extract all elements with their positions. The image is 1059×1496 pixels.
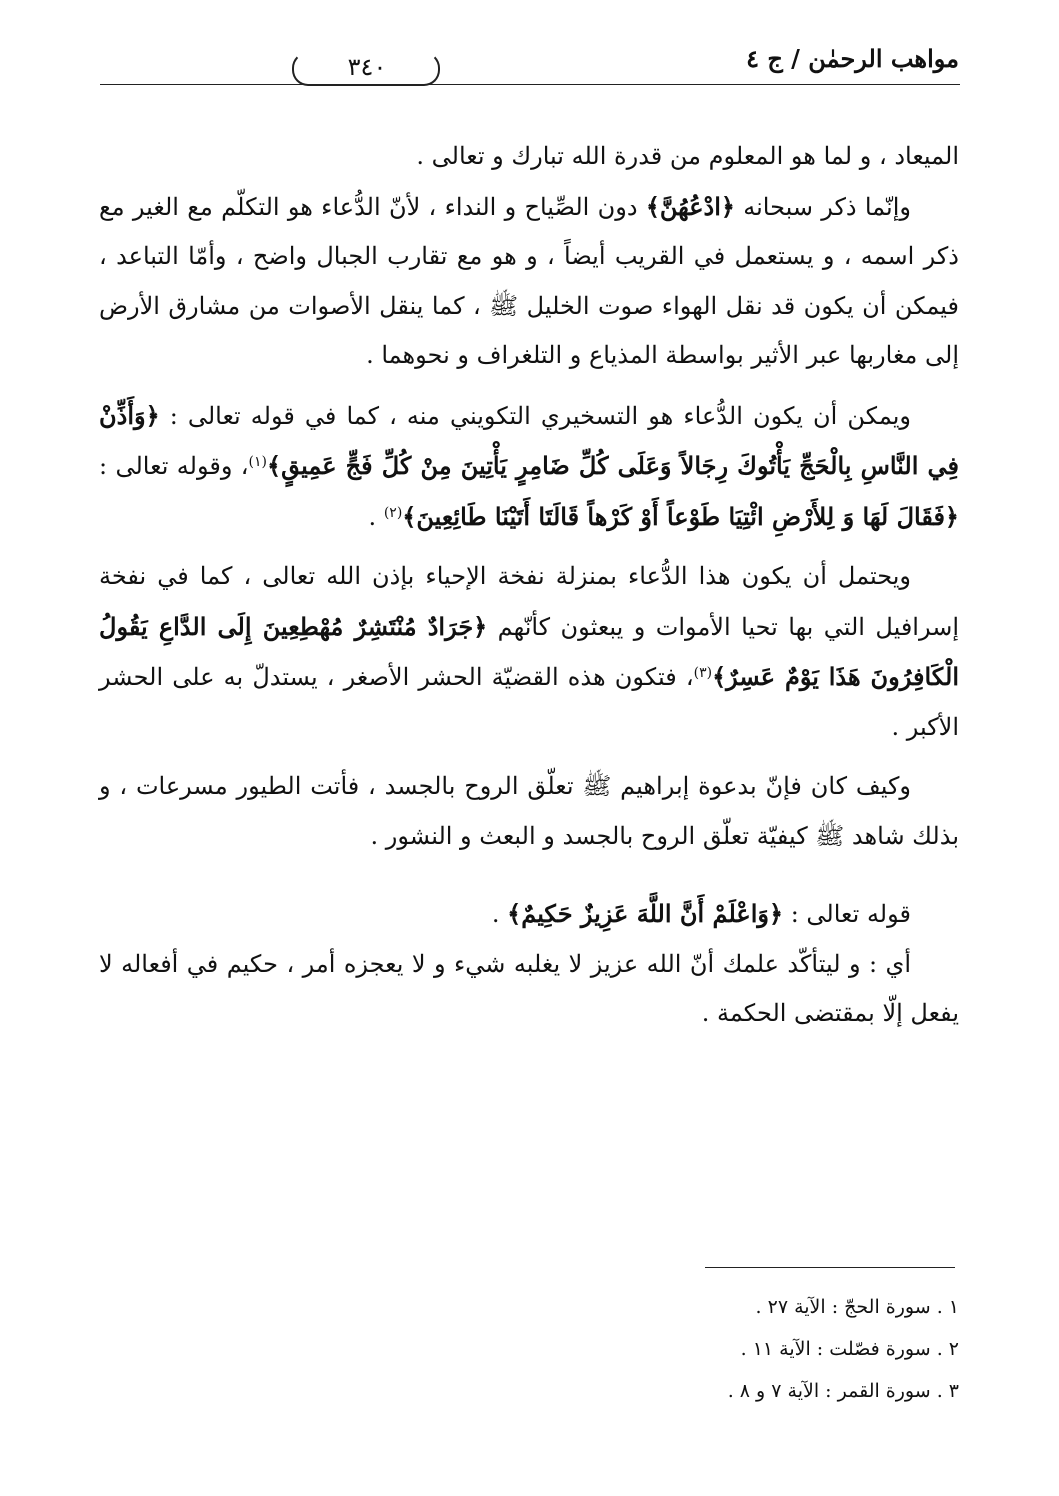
paragraph-7: أي : و ليتأكّد علمك أنّ الله عزيز لا يغلبه شيء و لا يعجزه أمر ، حكيم في أفعاله لا يفعل إلّا بمقتضى الحكمة . — [99, 949, 959, 1027]
p2-text-b: دون الصِّياح و النداء ، لأنّ الدُّعاء هو التكلّم مع الغير مع ذكر اسمه ، و يستعمل في القريب أيضاً ، و هو مع تقارب الجبال واضح ، وأمّا التباعد ، فيمكن أن يكون قد نقل الهواء صوت الخليل ﷺ ، كما ينقل الأصوات من مشارق الأرض إلى مغاربها عبر الأثير بواسطة المذياع و التلغراف و نحوهما . — [99, 192, 959, 369]
footnote-ref-2[interactable]: (٢) — [383, 504, 403, 521]
footnote-3: ٣ . سورة القمر : الآية ٧ و ٨ . — [727, 1380, 959, 1402]
footnote-ref-1[interactable]: (١) — [248, 454, 268, 470]
p3-text-c: . — [368, 502, 384, 531]
p3-text-a: ويمكن أن يكون الدُّعاء هو التسخيري التكويني منه ، كما في قوله تعالى : — [159, 401, 911, 430]
footnotes — [459, 1286, 959, 1412]
page-number-box — [292, 52, 442, 86]
p4-text-a: ويحتمل أن يكون هذا الدُّعاء بمنزلة نفخة الإحياء بإذن الله تعالى ، كما في نفخة إسرافيل التي بها تحيا الأموات و يبعثون كأنّهم — [99, 562, 959, 641]
quran-quote: ﴿ادْعُهُنَّ﴾ — [645, 191, 735, 221]
page-number: ٣٤٠ — [347, 53, 387, 81]
paragraph-4 — [99, 552, 959, 752]
paragraph-3 — [99, 391, 959, 543]
quran-quote: ﴿وَأَذِّنْ فِي النَّاسِ بِالْحَجِّ يَأْتُوكَ رِجَالاً وَعَلَى كُلِّ ضَامِرٍ يَأْتِينَ مِنْ كُلِّ فَجٍّ عَمِيقٍ﴾ — [99, 400, 959, 480]
paragraph-1: الميعاد ، و لما هو المعلوم من قدرة الله تبارك و تعالى . — [416, 142, 959, 170]
quran-quote: ﴿وَاعْلَمْ أَنَّ اللَّهَ عَزِيزٌ حَكِيمٌ﴾ — [507, 899, 784, 928]
p6-text-a: قوله تعالى : — [783, 900, 911, 928]
quran-quote: ﴿جَرَادٌ مُنْتَشِرٌ مُهْطِعِينَ إِلَى الدَّاعِ يَقُولُ الْكَافِرُونَ هَذَا يَوْمٌ عَسِرٌ﴾ — [99, 611, 960, 691]
footnote-1: ١ . سورة الحجّ : الآية ٢٧ . — [755, 1296, 959, 1318]
p3-text-b: ، وقوله تعالى : — [99, 452, 249, 480]
p6-text-b: . — [491, 900, 508, 928]
main-text — [99, 132, 959, 1039]
paragraph-5: وكيف كان فإنّ بدعوة إبراهيم ﷺ تعلّق الروح بالجسد ، فأتت الطيور مسرعات ، و بذلك شاهد ﷺ كيفيّة تعلّق الروح بالجسد و البعث و النشور . — [99, 772, 959, 850]
footnote-2: ٢ . سورة فصّلت : الآية ١١ . — [740, 1338, 959, 1360]
header-rule — [100, 84, 960, 85]
footnote-ref-3[interactable]: (٣) — [693, 665, 713, 681]
paragraph-6 — [99, 889, 959, 940]
running-title: مواهب الرحمٰن / ج ٤ — [746, 44, 959, 73]
p4-text-b: ، فتكون هذه القضيّة الحشر الأصغر ، يستدلّ به على الحشر الأكبر . — [99, 663, 959, 741]
quran-quote: ﴿فَقَالَ لَهَا وَ لِلأَرْضِ ائْتِيَا طَوْعاً أَوْ كَرْهاً قَالَتَا أَتَيْنَا طَائِعِينَ﴾ — [402, 501, 959, 531]
p2-text-a: وإنّما ذكر سبحانه — [734, 192, 911, 221]
paragraph-2 — [99, 182, 959, 381]
footnote-rule — [705, 1267, 955, 1268]
